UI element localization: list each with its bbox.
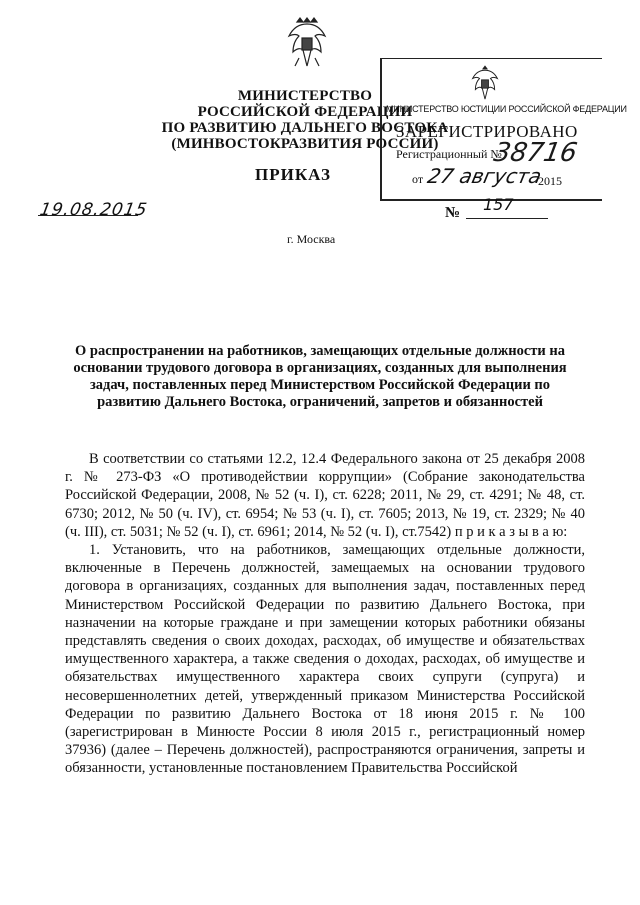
ministry-line: МИНИСТЕРСТВО: [237, 88, 373, 104]
date-underline: [38, 215, 138, 216]
document-type: ПРИКАЗ: [255, 165, 331, 184]
body-paragraph: В соответствии со статьями 12.2, 12.4 Федерального закона от 25 декабря 2008 г. № 273-ФЗ «О противодействии коррупции» (Собрание законодательства Российской Федерации, 2008, № 52 (ч. I), ст. 6228; 2011, № 29, ст. 4291; № 48, ст. 6730; 2012, № 50 (ч. IV), ст. 6954; № 53 (ч. I), ст. 7605; 2013, № 19, ст. 2329; № 40 (ч. III), ст. 5031; № 52 (ч. I), ст. 6961; 2014, № 52 (ч. I), ст.7542) п р и к а з ы в а ю:: [65, 451, 585, 540]
stamp-date-label: от: [412, 172, 424, 186]
order-date: 19.08.2015: [38, 200, 150, 220]
ministry-line: РОССИЙСКОЙ ФЕДЕРАЦИИ: [197, 104, 413, 120]
stamp-year: 2015: [538, 174, 562, 188]
document-body: [65, 450, 585, 778]
stamp-date: 27 августа: [425, 164, 544, 188]
stamp-reg-number: 38716: [491, 138, 580, 168]
stamp-ministry: МИНИСТЕРСТВО ЮСТИЦИИ РОССИЙСКОЙ ФЕДЕРАЦИИ: [386, 104, 627, 114]
document-title: О распространении на работников, замещающих отдельные должности на основании трудового договора в организациях, созданных для выполнения задач, поставленных перед Министерством Российской Федерации по развитию Дальнего Востока, ограничений, запретов и обязанностей: [73, 343, 567, 410]
city: г. Москва: [287, 232, 336, 246]
ministry-line: ПО РАЗВИТИЮ ДАЛЬНЕГО ВОСТОКА: [161, 120, 449, 136]
ministry-line: (МИНВОСТОКРАЗВИТИЯ РОССИИ): [171, 136, 439, 152]
number-underline: [466, 218, 548, 219]
stamp-registered: ЗАРЕГИСТРИРОВАНО: [396, 122, 578, 141]
order-number: 157: [483, 195, 514, 214]
order-number-label: №: [445, 205, 461, 221]
coat-of-arms-icon: [279, 12, 335, 76]
stamp-reg-number-label: Регистрационный №: [396, 147, 502, 161]
body-paragraph: 1. Установить, что на работников, замещающих отдельные должности, включенные в Перечень должностей, замещаемых на основании трудового договора в организациях, созданных для выполнения задач, поставленных перед Министерством Российской Федерации по развитию Дальнего Востока, при назначении на которые граждане и при замещении которых работники обязаны представлять сведения о своих доходах, расходах, об имуществе и обязательствах имущественного характера, а также сведения о доходах, расходах, об имуществе и обязательствах имущественного характера своих супруги (супруга) и несовершеннолетних детей, утвержденный приказом Министерства Российской Федерации по развитию Дальнего Востока от 18 июня 2015 г. № 100 (зарегистрирован в Минюсте России 8 июля 2015 г., регистрационный номер 37936) (далее – Перечень должностей), распространяются ограничения, запреты и обязанности, установленные постановлением Правительства Российской: [65, 542, 585, 777]
